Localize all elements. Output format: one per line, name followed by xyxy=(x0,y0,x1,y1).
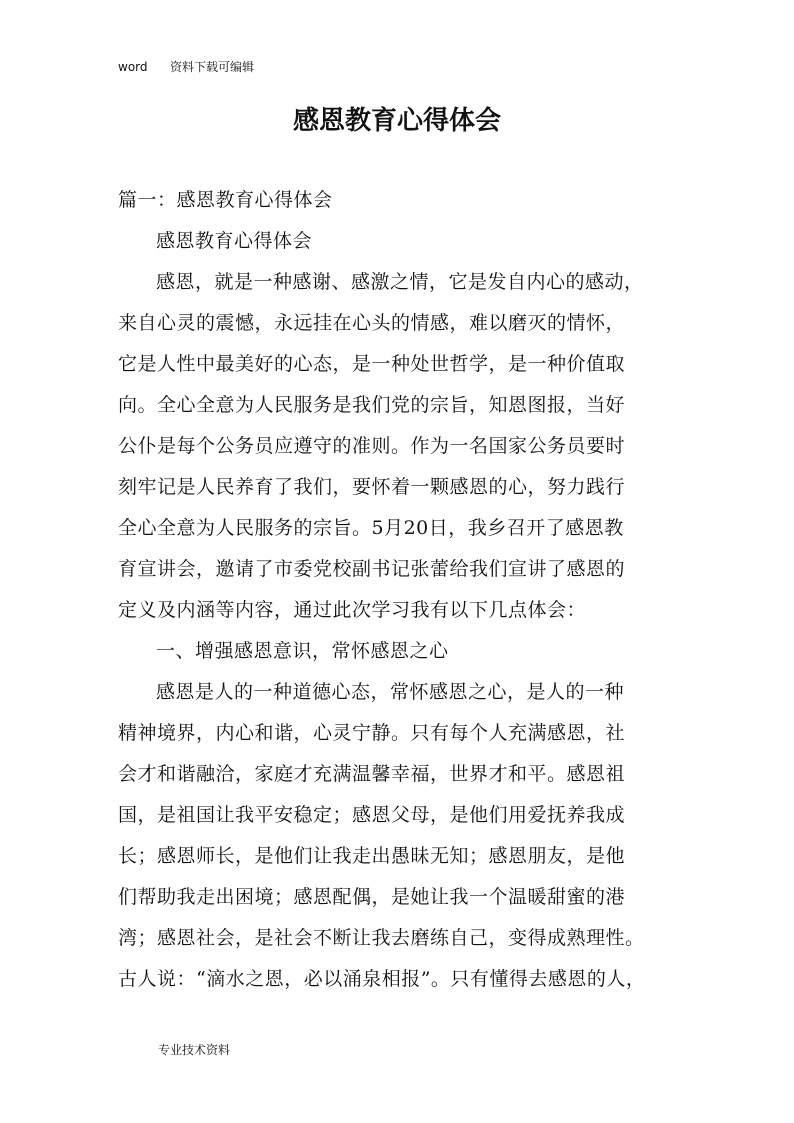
paragraph-line: 国，是祖国让我平安稳定；感恩父母，是他们用爱抚养我成 xyxy=(118,804,626,826)
section-subheading: 一、增强感恩意识，常怀感恩之心 xyxy=(156,640,449,662)
paragraph-line: 古人说：“滴水之恩，必以涌泉相报”。只有懂得去感恩的人， xyxy=(118,968,646,990)
paragraph-line: 它是人性中最美好的心态，是一种处世哲学，是一种价值取 xyxy=(118,353,626,375)
page-header xyxy=(118,58,254,75)
paragraph-line: 育宣讲会，邀请了市委党校副书记张蕾给我们宣讲了感恩的 xyxy=(118,558,626,580)
sub-title: 感恩教育心得体会 xyxy=(156,230,313,252)
header-editable-label: 资料下载可编辑 xyxy=(170,60,255,74)
page-footer: 专业技术资料 xyxy=(158,1043,231,1057)
paragraph-line: 刻牢记是人民养育了我们，要怀着一颗感恩的心，努力践行 xyxy=(118,476,626,498)
paragraph-line: 们帮助我走出困境；感恩配偶，是她让我一个温暖甜蜜的港 xyxy=(118,886,626,908)
paragraph-line: 会才和谐融洽，家庭才充满温馨幸福，世界才和平。感恩祖 xyxy=(118,763,626,785)
paragraph-line: 湾；感恩社会，是社会不断让我去磨练自己，变得成熟理性。 xyxy=(118,927,645,949)
document-title: 感恩教育心得体会 xyxy=(292,106,501,136)
paragraph-line: 感恩，就是一种感谢、感激之情，它是发自内心的感动， xyxy=(156,271,644,293)
paragraph-line: 感恩是人的一种道德心态，常怀感恩之心，是人的一种 xyxy=(156,681,625,703)
paragraph-line: 全心全意为人民服务的宗旨。5月20日，我乡召开了感恩教 xyxy=(118,517,624,539)
paragraph-line: 精神境界，内心和谐，心灵宁静。只有每个人充满感恩，社 xyxy=(118,722,626,744)
paragraph-line: 定义及内涵等内容，通过此次学习我有以下几点体会： xyxy=(118,599,587,621)
paragraph-line: 长；感恩师长，是他们让我走出愚昧无知；感恩朋友，是他 xyxy=(118,845,626,867)
section-heading: 篇一：感恩教育心得体会 xyxy=(118,189,333,211)
paragraph-line: 向。全心全意为人民服务是我们党的宗旨，知恩图报，当好 xyxy=(118,394,626,416)
paragraph-line: 来自心灵的震憾，永远挂在心头的情感，难以磨灭的情怀， xyxy=(118,312,626,334)
header-word-label: word xyxy=(118,60,148,74)
paragraph-line: 公仆是每个公务员应遵守的准则。作为一名国家公务员要时 xyxy=(118,435,626,457)
